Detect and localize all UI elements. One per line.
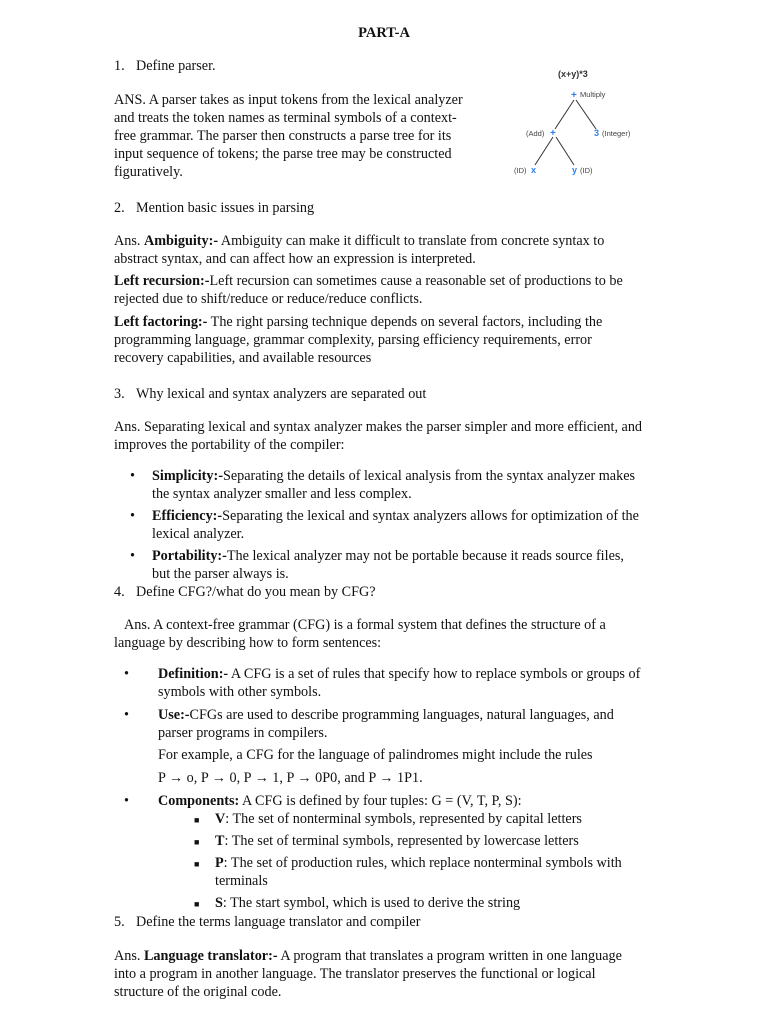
term-left-factoring: Left factoring:-: [114, 314, 208, 330]
question-5: [114, 913, 714, 931]
term-components: Components:: [158, 793, 240, 809]
list-item-line: but the parser always is.: [152, 566, 289, 582]
answer-5-line: [114, 947, 684, 965]
sub-item-text: : The set of nonterminal symbols, represented by capital letters: [225, 811, 582, 827]
sub-list-item: [215, 854, 655, 872]
sub-list-item: [215, 832, 655, 850]
tree-root-label: Multiply: [580, 90, 606, 99]
question-number: 1.: [114, 58, 125, 74]
sub-item-text: : The set of terminal symbols, represented by lowercase letters: [224, 833, 579, 849]
page-title: PART-A: [358, 25, 410, 41]
question-text: Define parser.: [136, 58, 216, 74]
list-item-text: Separating the details of lexical analysis from the syntax analyzer makes: [222, 468, 636, 484]
tree-y-symbol: y: [572, 165, 578, 175]
term-efficiency: Efficiency:-: [152, 508, 223, 524]
tree-edge: [576, 100, 596, 129]
answer-5-line: into a program in another language. The translator preserves the functional or logical: [114, 966, 596, 982]
answer-2-line: recovery capabilities, and available resources: [114, 350, 372, 366]
tree-integer-label: (Integer): [602, 129, 631, 138]
bullet-icon: •: [130, 508, 135, 524]
answer-2-line: rejected due to shift/reduce or reduce/reduce conflicts.: [114, 291, 423, 307]
question-number: 5.: [114, 914, 125, 930]
question-text: Why lexical and syntax analyzers are separated out: [136, 386, 427, 402]
answer-4-line: language by describing how to form sentences:: [114, 635, 382, 651]
bullet-icon: •: [124, 707, 129, 723]
term-use: Use:-: [158, 707, 190, 723]
question-text: Define the terms language translator and compiler: [136, 914, 421, 930]
list-item-text: CFGs are used to describe programming languages, natural languages, and: [189, 707, 614, 723]
bullet-icon: •: [130, 468, 135, 484]
question-number: 3.: [114, 386, 125, 402]
square-bullet-icon: ■: [194, 859, 200, 869]
tree-edge: [535, 137, 553, 165]
list-item-line: For example, a CFG for the language of palindromes might include the rules: [158, 747, 593, 763]
list-item: [158, 706, 682, 724]
list-item: [158, 665, 682, 683]
tree-integer-symbol: 3: [594, 128, 600, 138]
bullet-icon: •: [130, 548, 135, 564]
answer-1-line: and treats the token names as terminal symbols of a context-: [114, 110, 457, 126]
answer-prefix: Ans.: [114, 233, 144, 249]
parse-tree-diagram: [500, 62, 650, 182]
tree-x-label: (ID): [514, 166, 527, 175]
list-item-text: The lexical analyzer may not be portable because it reads source files,: [226, 548, 624, 564]
question-number: 2.: [114, 200, 125, 216]
sub-item-text: : The set of production rules, which replace nonterminal symbols with: [223, 855, 622, 871]
question-3: [114, 385, 714, 403]
answer-1-line: ANS. A parser takes as input tokens from the lexical analyzer: [114, 92, 463, 108]
sub-list-item: [215, 894, 655, 912]
list-item-line: P → ο, P → 0, P → 1, P → 0P0, and P → 1P1.: [158, 770, 423, 786]
term-simplicity: Simplicity:-: [152, 468, 223, 484]
answer-2-line: [114, 272, 684, 290]
list-item: [152, 467, 682, 485]
answer-prefix: Ans.: [114, 948, 144, 964]
term-portability: Portability:-: [152, 548, 227, 564]
term-left-recursion: Left recursion:-: [114, 273, 210, 289]
tree-y-label: (ID): [580, 166, 593, 175]
tree-root-symbol: +: [571, 90, 577, 101]
question-number: 4.: [114, 584, 125, 600]
tree-add-symbol: +: [550, 128, 556, 139]
tree-add-label: (Add): [526, 129, 545, 138]
list-item-line: symbols with other symbols.: [158, 684, 322, 700]
term-definition: Definition:-: [158, 666, 229, 682]
answer-1-line: input sequence of tokens; the parse tree may be constructed: [114, 146, 452, 162]
answer-4-line: [114, 616, 684, 634]
term-v: V: [215, 811, 226, 827]
list-item-text: A CFG is a set of rules that specify how to replace symbols or groups of: [228, 666, 641, 682]
square-bullet-icon: ■: [194, 899, 200, 909]
square-bullet-icon: ■: [194, 837, 200, 847]
term-p: P: [215, 855, 224, 871]
answer-2-line: [114, 232, 684, 250]
question-text: Mention basic issues in parsing: [136, 200, 315, 216]
list-item-text: Separating the lexical and syntax analyzers allows for optimization of the: [222, 508, 639, 524]
answer-text: A program that translates a program written in one language: [277, 948, 622, 964]
tree-expression: (x+y)*3: [558, 69, 588, 79]
answer-3-line: Ans. Separating lexical and syntax analyzer makes the parser simpler and more efficient, and: [114, 419, 643, 435]
answer-text: Left recursion can sometimes cause a reasonable set of productions to be: [209, 273, 623, 289]
list-item: [152, 507, 682, 525]
square-bullet-icon: ■: [194, 815, 200, 825]
list-item-line: lexical analyzer.: [152, 526, 245, 542]
answer-5-line: structure of the original code.: [114, 984, 282, 1000]
term-s: S: [215, 895, 223, 911]
answer-2-line: abstract syntax, and can affect how an expression is interpreted.: [114, 251, 476, 267]
tree-x-symbol: x: [531, 165, 537, 175]
list-item-line: parser programs in compilers.: [158, 725, 328, 741]
list-item: [158, 792, 682, 810]
sub-list-item-line: terminals: [215, 873, 268, 889]
answer-text: Ans. A context-free grammar (CFG) is a formal system that defines the structure of a: [124, 617, 606, 633]
list-item-line: the syntax analyzer smaller and less complex.: [152, 486, 412, 502]
term-t: T: [215, 833, 225, 849]
answer-text: The right parsing technique depends on several factors, including the: [207, 314, 603, 330]
term-language-translator: Language translator:-: [143, 948, 278, 964]
term-ambiguity: Ambiguity:-: [143, 233, 219, 249]
sub-list-item: [215, 810, 655, 828]
answer-2-line: programming language, grammar complexity, parsing efficiency requirements, error: [114, 332, 592, 348]
question-4: [114, 583, 714, 601]
sub-item-text: : The start symbol, which is used to derive the string: [222, 895, 521, 911]
list-item-text: A CFG is defined by four tuples: G = (V, T, P, S):: [239, 793, 522, 809]
tree-edge: [556, 137, 574, 165]
bullet-icon: •: [124, 793, 129, 809]
list-item: [152, 547, 682, 565]
bullet-icon: •: [124, 666, 129, 682]
answer-2-line: [114, 313, 684, 331]
tree-edge: [555, 100, 574, 129]
answer-text: Ambiguity can make it difficult to translate from concrete syntax to: [218, 233, 605, 249]
answer-3-line: improves the portability of the compiler:: [114, 437, 345, 453]
question-text: Define CFG?/what do you mean by CFG?: [136, 584, 376, 600]
answer-1-line: free grammar. The parser then constructs a parse tree for its: [114, 128, 452, 144]
answer-1-line: figuratively.: [114, 164, 183, 180]
question-2: [114, 199, 714, 217]
